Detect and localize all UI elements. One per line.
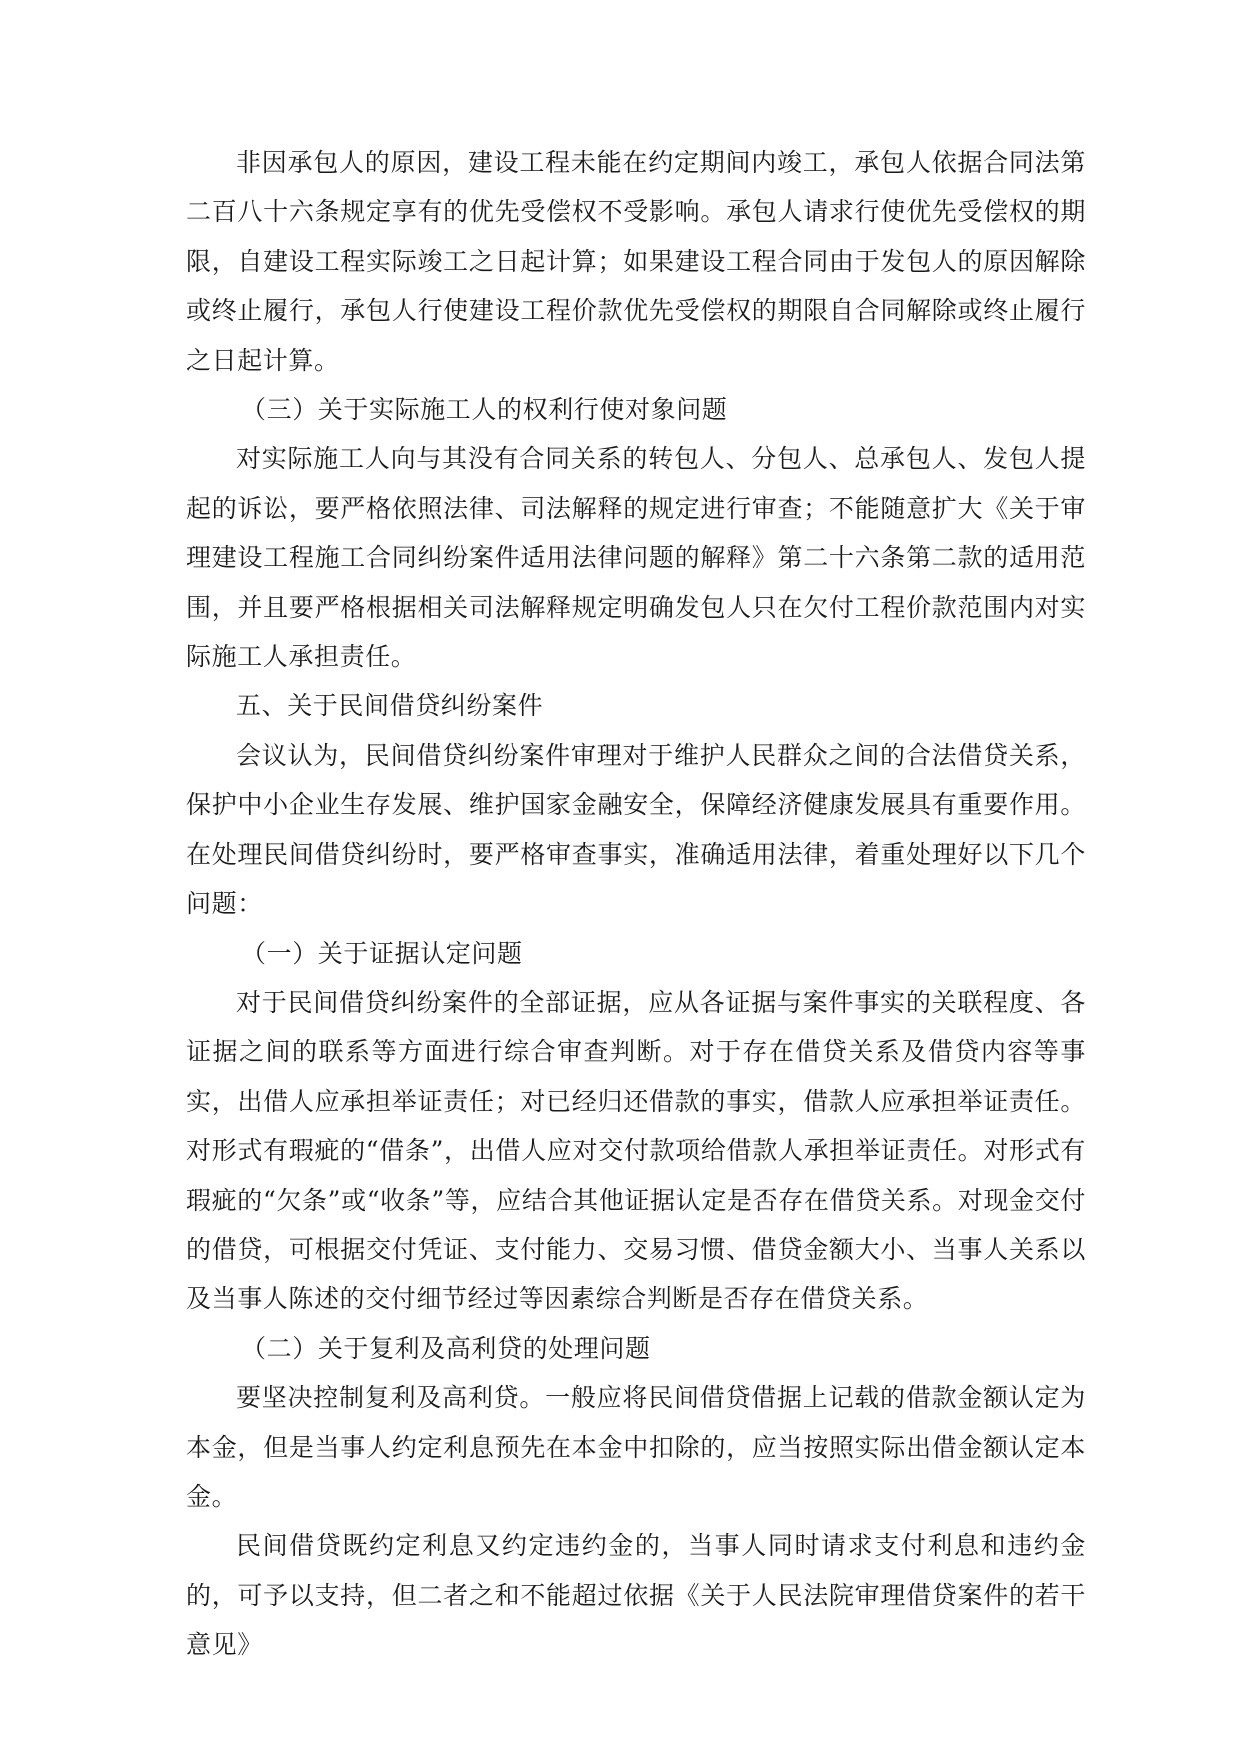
- heading-private-lending: 五、关于民间借贷纠纷案件: [236, 691, 544, 721]
- paragraph-compound-interest: 要坚决控制复利及高利贷。一般应将民间借贷借据上记载的借款金额认定为本金，但是当事人约定利息预先在本金中扣除的，应当按照实际出借金额认定本金。: [186, 1383, 1086, 1511]
- heading-compound-interest: （二）关于复利及高利贷的处理问题: [241, 1333, 651, 1363]
- document-body: [186, 138, 1086, 1670]
- paragraph-meeting-opinion: 会议认为，民间借贷纠纷案件审理对于维护人民群众之间的合法借贷关系，保护中小企业生存发展、维护国家金融安全，保障经济健康发展具有重要作用。在处理民间借贷纠纷时，要严格审查事实，准确适用法律，着重处理好以下几个问题：: [186, 740, 1086, 919]
- heading-evidence: （一）关于证据认定问题: [241, 938, 523, 968]
- paragraph-priority-compensation: 非因承包人的原因，建设工程未能在约定期间内竣工，承包人依据合同法第二百八十六条规定享有的优先受偿权不受影响。承包人请求行使优先受偿权的期限，自建设工程实际竣工之日起计算；如果建设工程合同由于发包人的原因解除或终止履行，承包人行使建设工程价款优先受偿权的期限自合同解除或终止履行之日起计算。: [186, 148, 1086, 375]
- paragraph-actual-constructor: 对实际施工人向与其没有合同关系的转包人、分包人、总承包人、发包人提起的诉讼，要严格依照法律、司法解释的规定进行审查；不能随意扩大《关于审理建设工程施工合同纠纷案件适用法律问题的解释》第二十六条第二款的适用范围，并且要严格根据相关司法解释规定明确发包人只在欠付工程价款范围内对实际施工人承担责任。: [186, 444, 1086, 672]
- paragraph-interest-penalty: 民间借贷既约定利息又约定违约金的，当事人同时请求支付利息和违约金的，可予以支持，但二者之和不能超过依据《关于人民法院审理借贷案件的若干意见》: [186, 1531, 1086, 1660]
- paragraph-evidence: 对于民间借贷纠纷案件的全部证据，应从各证据与案件事实的关联程度、各证据之间的联系等方面进行综合审查判断。对于存在借贷关系及借贷内容等事实，出借人应承担举证责任；对已经归还借款的事实，借款人应承担举证责任。对形式有瑕疵的“借条”，出借人应对交付款项给借款人承担举证责任。对形式有瑕疵的“欠条”或“收条”等，应结合其他证据认定是否存在借贷关系。对现金交付的借贷，可根据交付凭证、支付能力、交易习惯、借贷金额大小、当事人关系以及当事人陈述的交付细节经过等因素综合判断是否存在借贷关系。: [186, 987, 1086, 1314]
- heading-actual-constructor: （三）关于实际施工人的权利行使对象问题: [241, 395, 728, 425]
